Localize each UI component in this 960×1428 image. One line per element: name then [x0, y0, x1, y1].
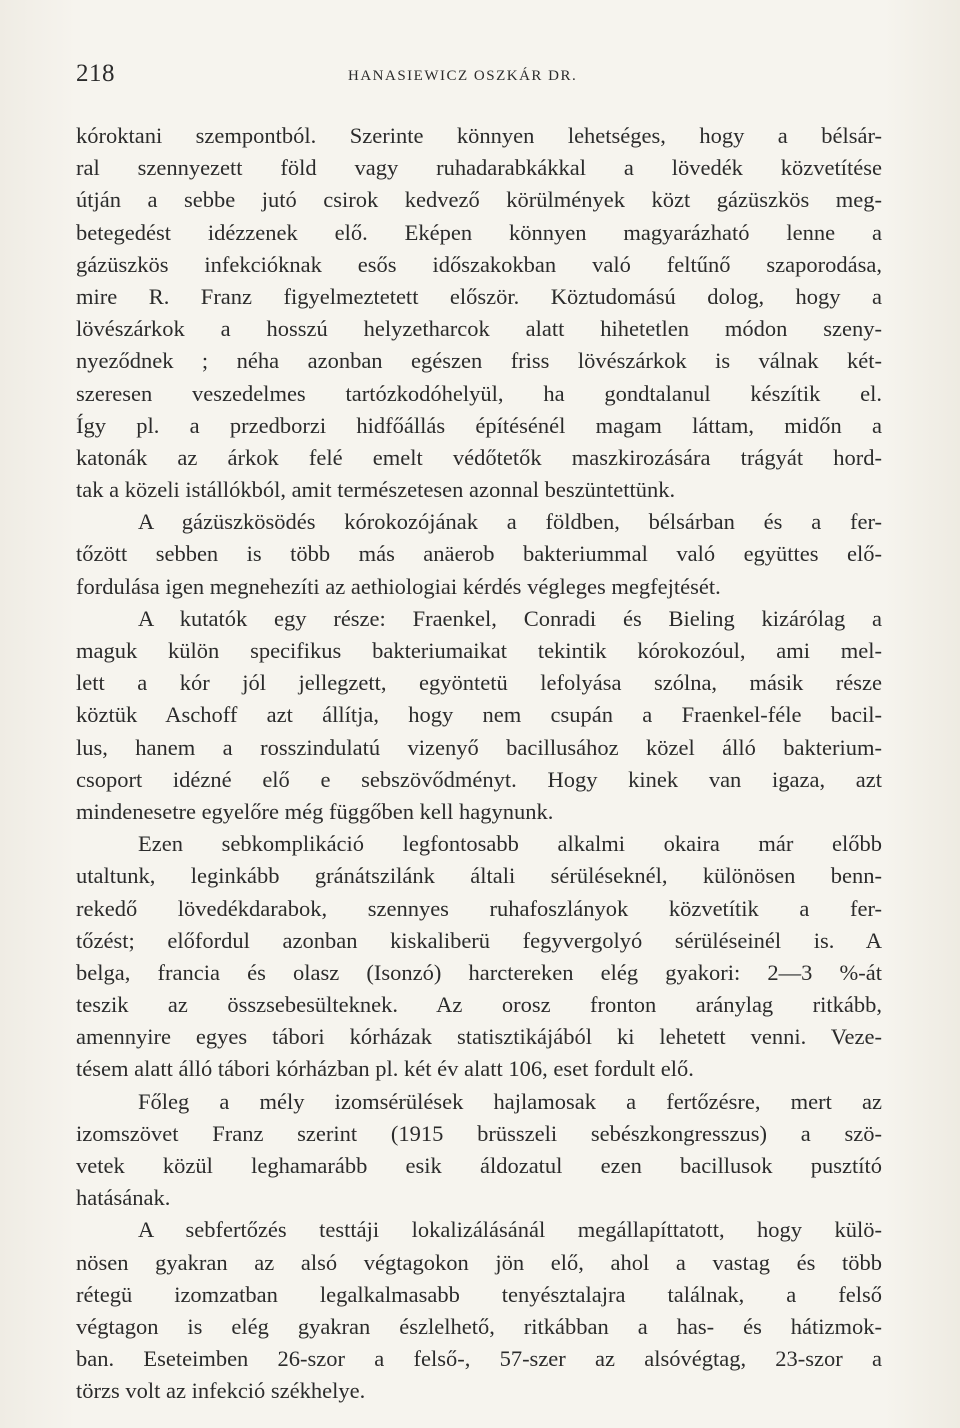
text-line: lett a kór jól jellegzett, egyöntetü lefolyása szólna, másik része — [76, 670, 882, 696]
text-line: köztük Aschoff azt állítja, hogy nem csupán a Fraenkel-féle bacil- — [76, 702, 882, 728]
text-line: nyeződnek ; néha azonban egészen friss lövészárkok is válnak két- — [76, 348, 882, 374]
text-line: belga, francia és olasz (Isonzó) harctereken elég gyakori: 2—3 %-át — [76, 959, 882, 985]
page-header — [76, 52, 882, 92]
paragraph-start-line: Ezen sebkomplikáció legfontosabb alkalmi okaira már előbb — [138, 831, 882, 857]
paragraph-end-line: tésem alatt álló tábori kórházban pl. két év alatt 106, eset fordult elő. — [76, 1056, 694, 1082]
text-line: izomszövet Franz szerint (1915 brüsszeli sebészkongresszus) a szö- — [76, 1120, 882, 1146]
paragraph-end-line: tak a közeli istállókból, amit természetesen azonnal beszüntettünk. — [76, 477, 676, 503]
text-line: szeresen veszedelmes tartózkodóhelyül, ha gondtalanul készítik el. — [76, 380, 882, 406]
paragraph-start-line: A sebfertőzés testtáji lokalizálásánál megállapíttatott, hogy külö- — [138, 1217, 882, 1243]
text-line: ban. Eseteimben 26-szor a felső-, 57-szer az alsóvégtag, 23-szor a — [76, 1346, 882, 1372]
text-line: amennyire egyes tábori kórházak statisztikájából ki lehetett venni. Veze- — [76, 1024, 882, 1050]
paragraph-end-line: törzs volt az infekció székhelye. — [76, 1378, 366, 1404]
text-line: Így pl. a przedborzi hidfőállás építésénél magam láttam, midőn a — [76, 412, 882, 438]
running-head: HANASIEWICZ OSZKÁR DR. — [348, 68, 578, 84]
page-number: 218 — [76, 60, 115, 87]
paragraph-end-line: hatásának. — [76, 1185, 171, 1211]
paragraph-start-line: A kutatók egy része: Fraenkel, Conradi és Bieling kizárólag a — [138, 605, 882, 631]
paragraph-start-line: Főleg a mély izomsérülések hajlamosak a fertőzésre, mert az — [138, 1088, 882, 1114]
text-line: maguk külön specifikus bakteriumaikat tekintik kórokozóul, ami mel- — [76, 638, 882, 663]
text-line: útján a sebbe jutó csirok kedvező körülmények közt gázüszkös meg- — [76, 187, 882, 213]
text-line: katonák az árkok felé emelt védőtetők maszkirozására trágyát hord- — [76, 444, 882, 470]
text-line: nösen gyakran az alsó végtagokon jön elő, ahol a vastag és több — [76, 1249, 882, 1275]
text-line: tőzést; előfordul azonban kiskaliberü fegyvergolyó sérüléseinél is. A — [76, 927, 882, 953]
text-line: gázüszkös infekcióknak esős időszakokban való feltűnő szaporodása, — [76, 251, 882, 277]
paragraph-end-line: mindenesetre egyelőre még függőben kell hagynunk. — [76, 798, 554, 824]
text-line: végtagon is elég gyakran észlelhető, ritkábban a has- és hátizmok- — [76, 1313, 882, 1339]
text-line: rekedő lövedékdarabok, szennyes ruhafoszlányok közvetítik a fer- — [76, 895, 882, 921]
text-line: ral szennyezett föld vagy ruhadarabkákkal a lövedék közvetítése — [76, 155, 882, 181]
text-line: tőzött sebben is több más anäerob bakteriummal való együttes elő- — [76, 541, 882, 567]
text-line: teszik az összsebesülteknek. Az orosz fronton aránylag ritkább, — [76, 992, 882, 1018]
text-line: csoport idézné elő e sebszövődményt. Hogy kinek van igaza, azt — [76, 766, 882, 792]
text-line: utaltunk, leginkább gránátszilánk általi sérüléseknél, különösen benn- — [76, 863, 882, 889]
text-line: vetek közül leghamarább esik áldozatul ezen bacillusok pusztító — [76, 1153, 882, 1178]
paragraph-end-line: fordulása igen megnehezíti az aethiologiai kérdés végleges megfejtését. — [76, 573, 721, 599]
text-line: betegedést idézzenek elő. Eképen könnyen magyarázható lenne a — [76, 219, 882, 245]
paragraph-start-line: A gázüszkösödés kórokozójának a földben, bélsárban és a fer- — [138, 509, 882, 535]
text-line: rétegü izomzatban legalkalmasabb tenyésztalajra találnak, a felső — [76, 1281, 882, 1307]
text-line: mire R. Franz figyelmeztetett először. Köztudomású dolog, hogy a — [76, 283, 882, 309]
text-line: lus, hanem a rosszindulatú vizenyő bacillusához közel álló bakterium- — [76, 734, 882, 760]
text-line: lövészárkok a hosszú helyzetharcok alatt hihetetlen módon szeny- — [76, 316, 882, 342]
text-line: kóroktani szempontból. Szerinte könnyen lehetséges, hogy a bélsár- — [76, 123, 882, 148]
body-text — [76, 120, 882, 1408]
